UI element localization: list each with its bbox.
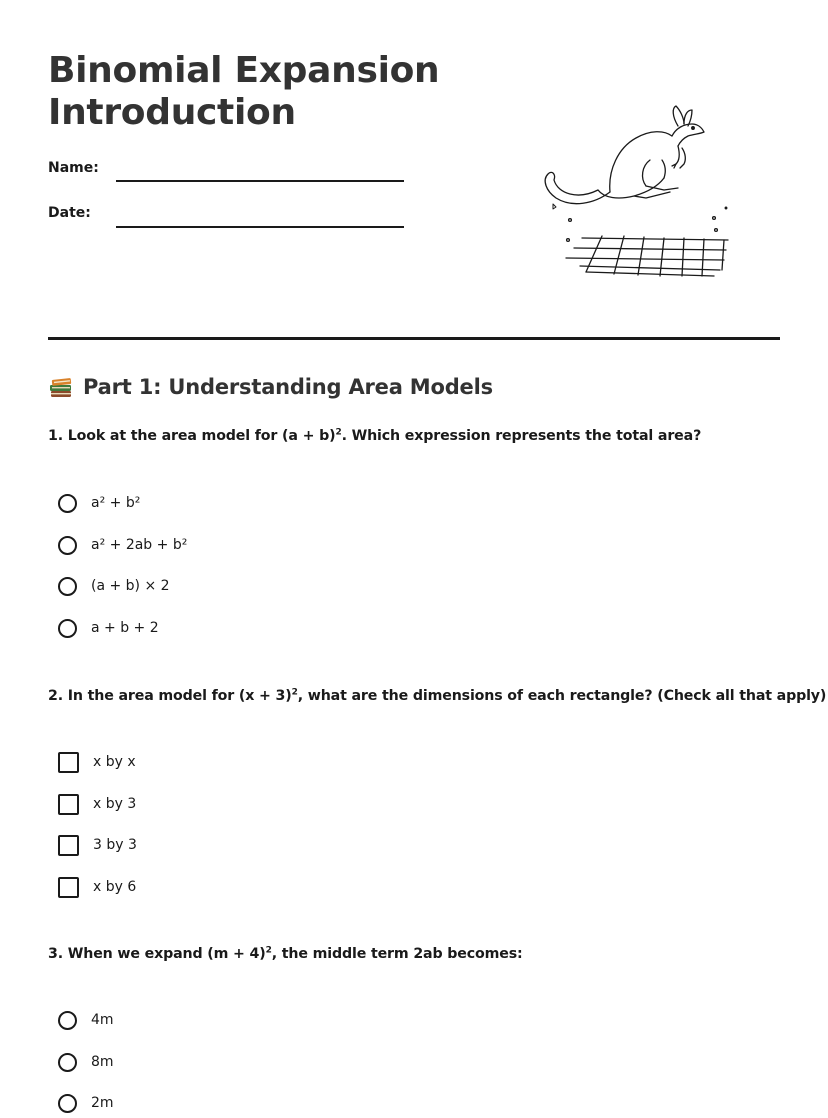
option-label: 4m [91, 1012, 114, 1028]
part1-title: Part 1: Understanding Area Models [83, 375, 493, 399]
option-label: 8m [91, 1054, 114, 1070]
checkbox[interactable] [58, 752, 79, 773]
books-icon [48, 374, 74, 400]
title-line-1: Binomial Expansion [48, 50, 440, 91]
part1-heading [48, 374, 493, 400]
radio-button[interactable] [58, 1053, 77, 1072]
q2-option-3[interactable] [58, 833, 137, 857]
question-3: 3. When we expand $(m + 4)^2$, the middle term 2ab becomes: [48, 945, 523, 962]
radio-button[interactable] [58, 619, 77, 638]
option-label: a² + b² [91, 495, 141, 511]
date-label: Date: [48, 205, 91, 221]
q1-option-1[interactable] [58, 491, 140, 515]
question-2: 2. In the area model for $(x + 3)^2$, what are the dimensions of each rectangle? (Check all that apply) [48, 687, 827, 704]
section-divider [48, 337, 780, 340]
option-label: x by 3 [93, 796, 137, 812]
option-label: x by 6 [93, 879, 137, 895]
q2-option-2[interactable] [58, 792, 136, 816]
option-label: a² + 2ab + b² [91, 537, 188, 553]
question-1: 1. Look at the area model for $(a + b)^2$. Which expression represents the total area? [48, 427, 702, 444]
q3-option-1[interactable] [58, 1008, 114, 1032]
option-label: x by x [93, 754, 136, 770]
radio-button[interactable] [58, 577, 77, 596]
radio-button[interactable] [58, 536, 77, 555]
worksheet-title [48, 50, 439, 134]
q1-option-4[interactable] [58, 616, 159, 640]
radio-button[interactable] [58, 1094, 77, 1113]
checkbox[interactable] [58, 794, 79, 815]
q2-option-1[interactable] [58, 750, 136, 774]
date-field[interactable] [116, 226, 404, 228]
option-label: (a + b) × 2 [91, 578, 170, 594]
checkbox[interactable] [58, 835, 79, 856]
q1-option-2[interactable] [58, 533, 187, 557]
radio-button[interactable] [58, 1011, 77, 1030]
q3-option-2[interactable] [58, 1050, 114, 1074]
radio-button[interactable] [58, 494, 77, 513]
option-label: 2m [91, 1095, 114, 1111]
name-field[interactable] [116, 180, 404, 182]
q3-option-3[interactable] [58, 1091, 114, 1115]
name-label: Name: [48, 160, 99, 176]
title-line-2: Introduction [48, 92, 296, 133]
checkbox[interactable] [58, 877, 79, 898]
q2-option-4[interactable] [58, 875, 136, 899]
option-label: 3 by 3 [93, 837, 137, 853]
kangaroo-illustration [538, 100, 734, 280]
option-label: a + b + 2 [91, 620, 159, 636]
q1-option-3[interactable] [58, 574, 170, 598]
